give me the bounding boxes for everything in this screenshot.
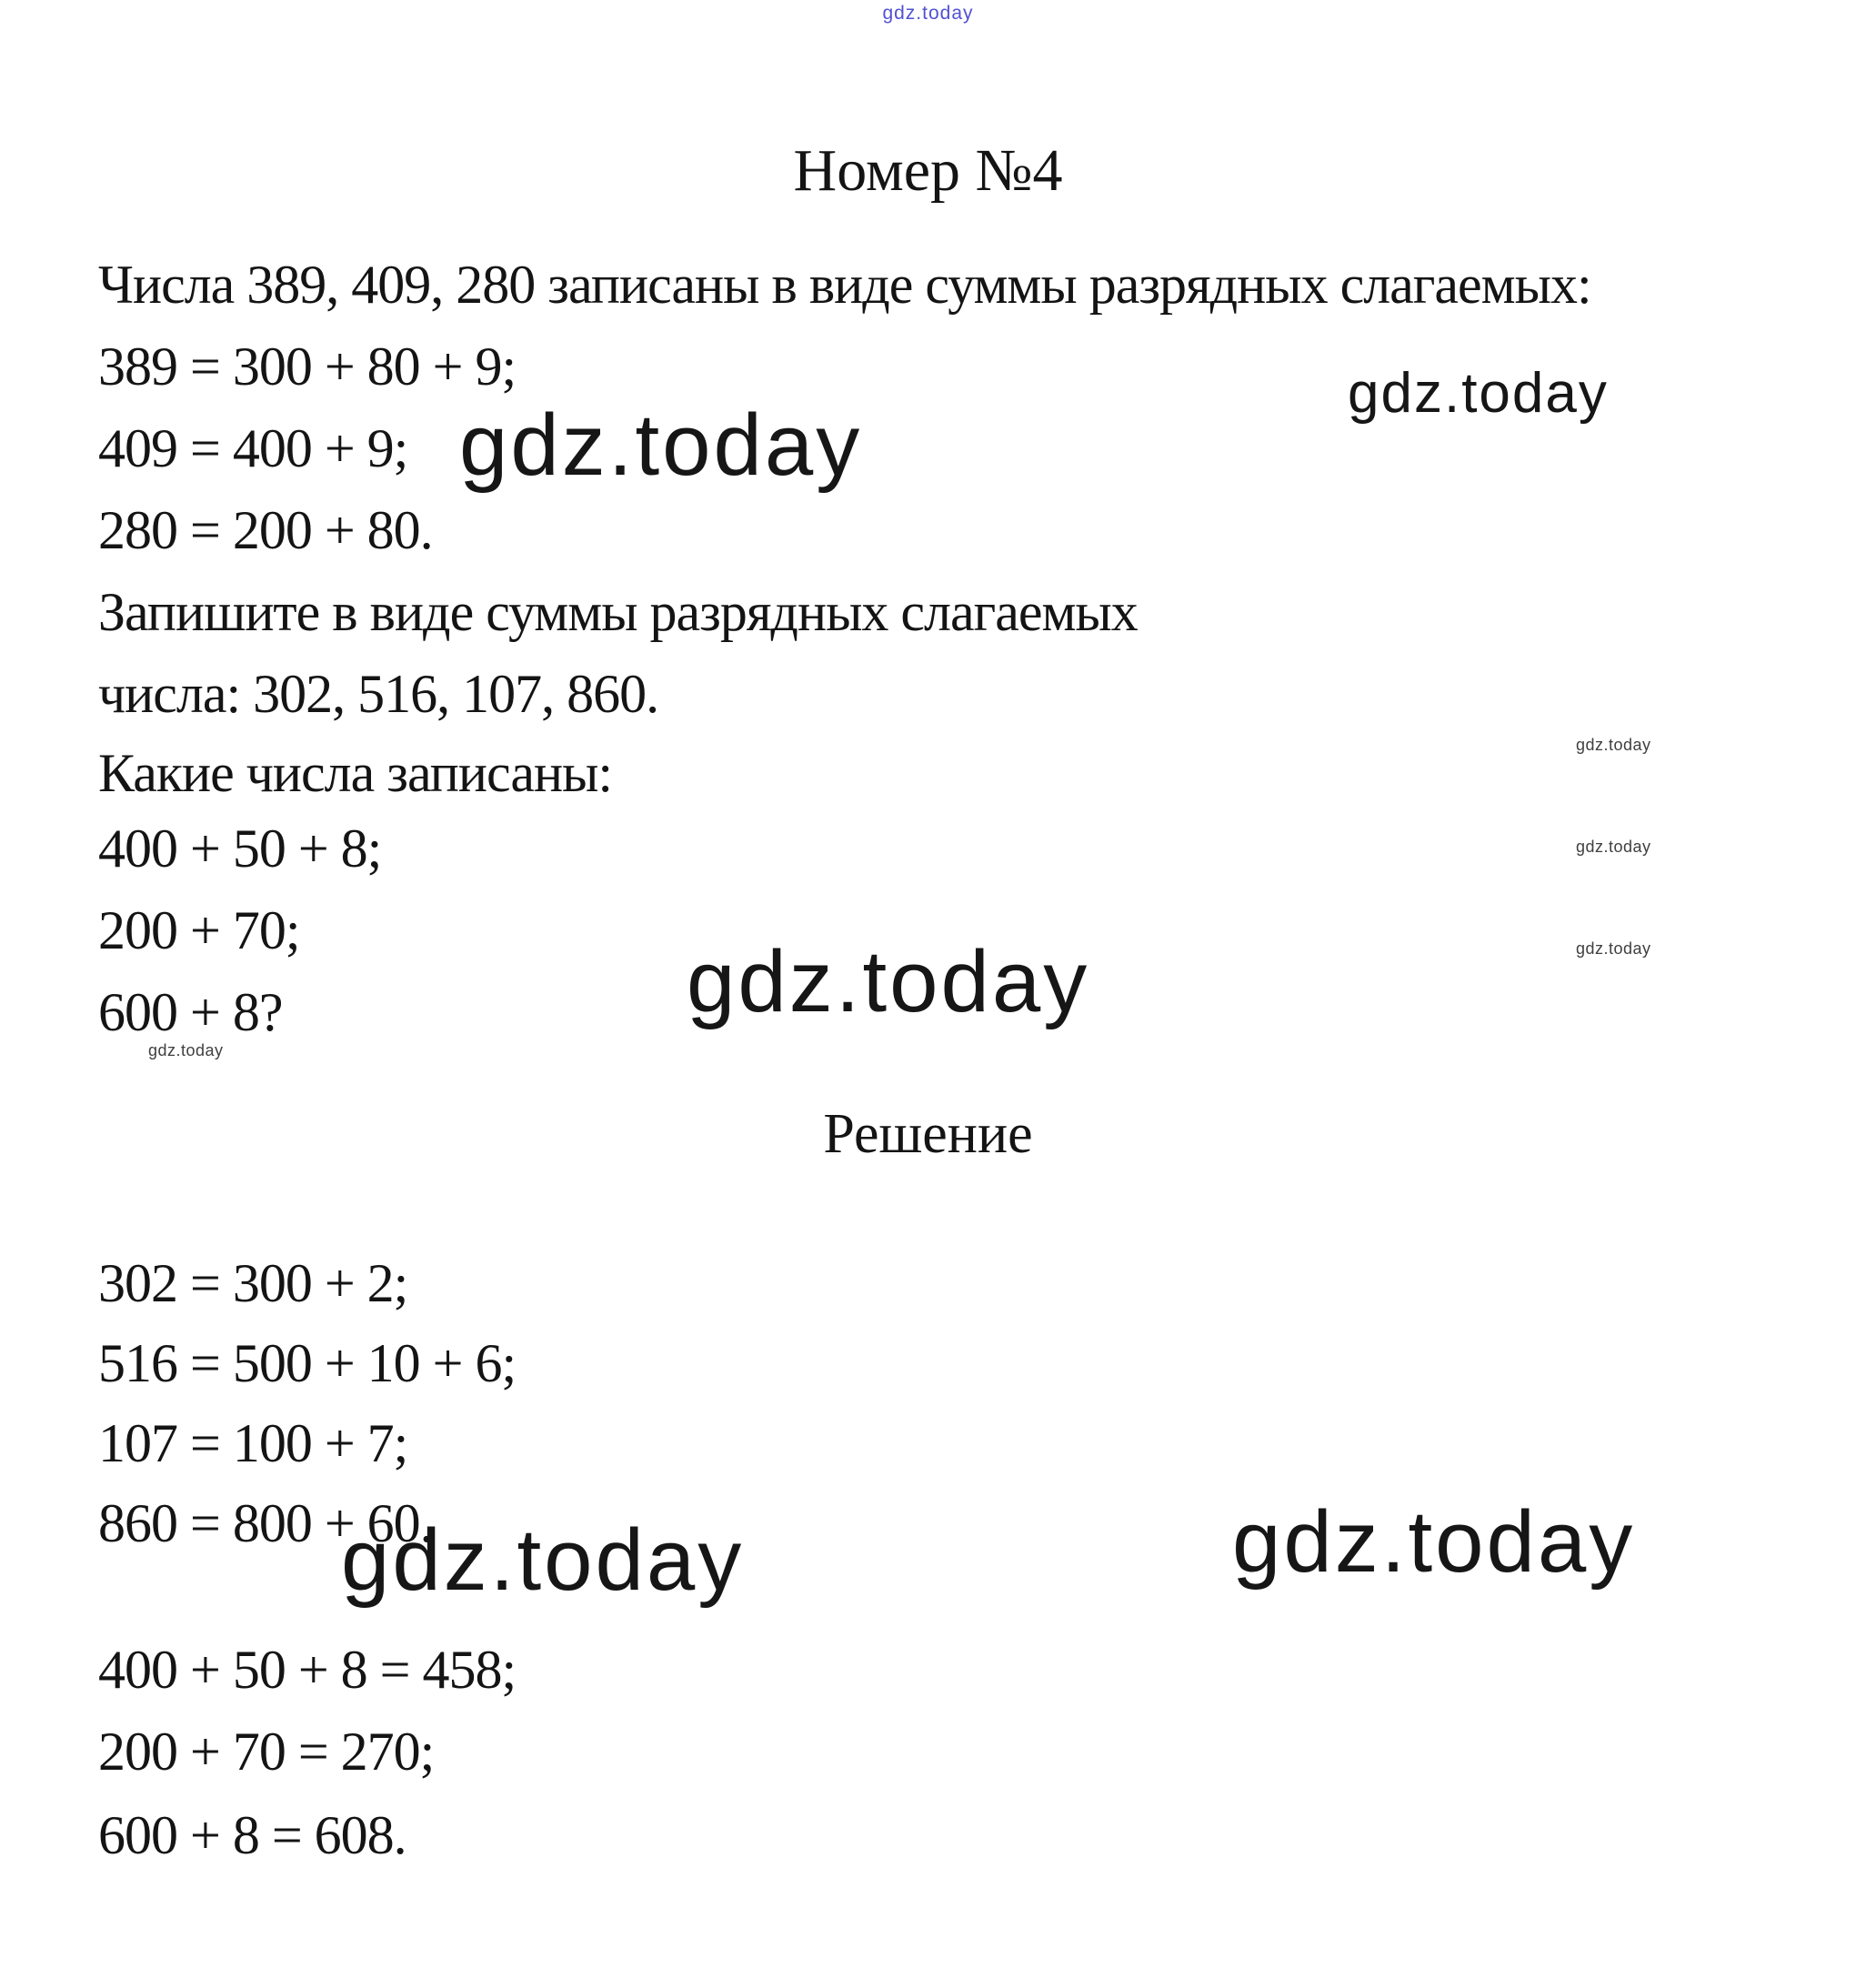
watermark-small-right-2: gdz.today <box>1576 838 1651 856</box>
watermark-center: gdz.today <box>687 933 1090 1030</box>
problem-intro: Числа 389, 409, 280 записаны в виде суммы разрядных слагаемых: <box>98 255 1591 315</box>
watermark-top-right: gdz.today <box>1348 362 1609 425</box>
solution-line-4: 860 = 800 + 60. <box>98 1493 433 1553</box>
answer-line-3: 600 + 8 = 608. <box>98 1805 406 1865</box>
problem-sum-3: 600 + 8? <box>98 982 283 1042</box>
watermark-bottom-right: gdz.today <box>1232 1493 1636 1591</box>
problem-question: Какие числа записаны: <box>98 743 613 803</box>
problem-task-numbers: числа: 302, 516, 107, 860. <box>98 664 659 724</box>
problem-example-1: 389 = 300 + 80 + 9; <box>98 336 517 397</box>
answer-line-1: 400 + 50 + 8 = 458; <box>98 1640 517 1700</box>
solution-line-3: 107 = 100 + 7; <box>98 1413 408 1473</box>
watermark-inline: gdz.today <box>459 397 863 494</box>
problem-task: Запишите в виде суммы разрядных слагаемых <box>98 582 1138 642</box>
watermark-bottom-left: gdz.today <box>341 1511 745 1609</box>
gdz-logo-watermark-top: gdz.today <box>882 3 974 24</box>
solution-line-2: 516 = 500 + 10 + 6; <box>98 1333 517 1393</box>
page-title: Номер №4 <box>793 137 1063 204</box>
problem-sum-1: 400 + 50 + 8; <box>98 818 382 879</box>
watermark-small-left: gdz.today <box>148 1041 224 1059</box>
watermark-small-right-3: gdz.today <box>1576 939 1651 958</box>
watermark-small-right-1: gdz.today <box>1576 736 1651 754</box>
solution-line-1: 302 = 300 + 2; <box>98 1253 408 1313</box>
problem-sum-2: 200 + 70; <box>98 900 300 960</box>
answer-line-2: 200 + 70 = 270; <box>98 1722 435 1782</box>
solution-heading: Решение <box>823 1103 1033 1165</box>
problem-example-3: 280 = 200 + 80. <box>98 500 433 560</box>
problem-example-2: 409 = 400 + 9; <box>98 418 408 478</box>
